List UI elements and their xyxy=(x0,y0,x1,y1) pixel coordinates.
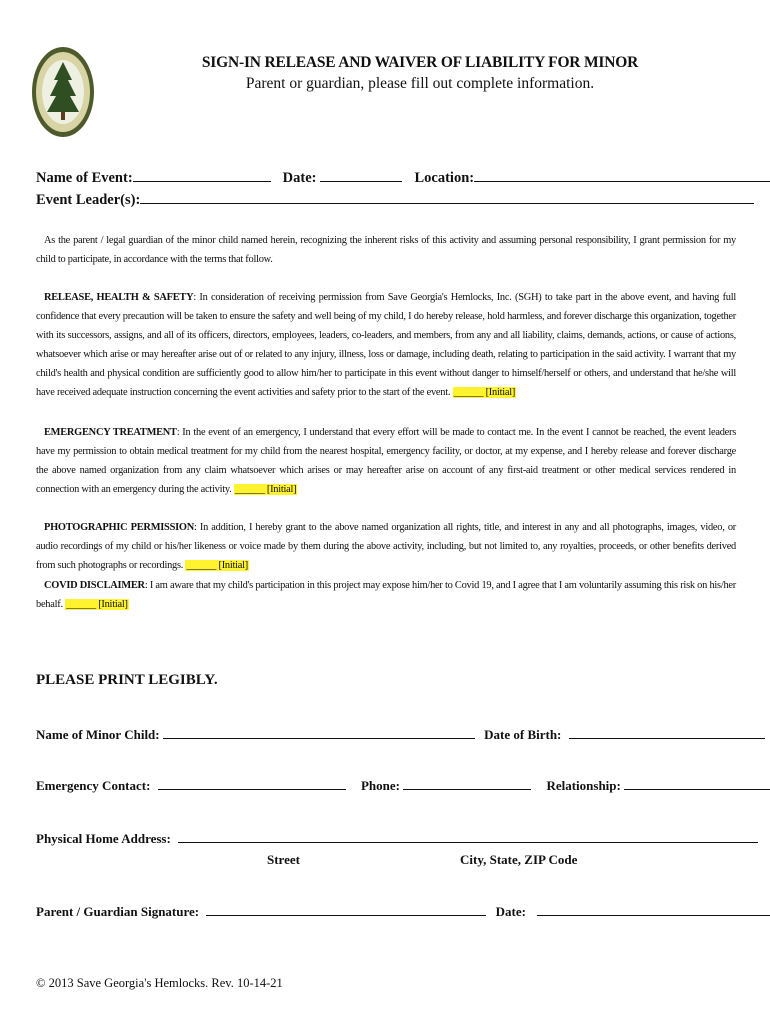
event-leaders-row xyxy=(36,189,754,209)
event-leaders-field[interactable] xyxy=(140,189,754,204)
location-field[interactable] xyxy=(474,167,770,182)
dob-field[interactable] xyxy=(569,726,765,739)
address-row xyxy=(36,830,758,847)
emergency-paragraph xyxy=(36,423,736,499)
emergency-text: : In the event of an emergency, I understand that every effort will be made to contact me. In the event I cannot be reached, the event leaders have my permission to obtain medical treatment for my child from the nearest hospital, emergency facility, or doctor, at my expense, and I hereby release and forever discharge the above named organization from any claim whatsoever which arises or may hereafter arise on account of any first-aid treatment or other medical services rendered in connection with an emergency during the activity. xyxy=(36,427,737,495)
save-georgias-hemlocks-seal-icon xyxy=(30,44,96,140)
emergency-initial-field[interactable]: ______ [Initial] xyxy=(234,484,297,495)
photo-text: : In addition, I hereby grant to the above named organization all rights, title, and interest in any and all photographs, images, video, or audio recordings of my child or his/her likeness or voice made by them during the above activity, including, but not limited to, any royalties, proceeds, or other benefits derived from such photographs or recordings. xyxy=(36,522,736,571)
location-label: Location: xyxy=(414,170,475,186)
address-field[interactable] xyxy=(178,830,758,843)
form-title: SIGN-IN RELEASE AND WAIVER OF LIABILITY FOR MINOR xyxy=(201,54,639,71)
date-label: Date: xyxy=(282,170,317,186)
covid-paragraph xyxy=(36,576,736,614)
organization-logo xyxy=(30,44,96,140)
emergency-contact-label: Emergency Contact: xyxy=(36,778,151,793)
emergency-heading: EMERGENCY TREATMENT xyxy=(44,427,177,438)
event-info-row xyxy=(36,167,770,187)
photo-paragraph xyxy=(36,518,736,575)
form-subtitle: Parent or guardian, please fill out complete information. xyxy=(245,75,595,92)
print-legibly-heading: PLEASE PRINT LEGIBLY. xyxy=(36,672,218,688)
signature-label: Parent / Guardian Signature: xyxy=(36,904,200,919)
relationship-label: Relationship: xyxy=(546,778,621,793)
signature-field[interactable] xyxy=(206,903,486,916)
signature-row xyxy=(36,903,770,920)
release-paragraph xyxy=(36,288,736,402)
street-sublabel: Street xyxy=(267,852,300,867)
covid-initial-field[interactable]: ______ [Initial] xyxy=(66,599,128,610)
minor-name-field[interactable] xyxy=(163,726,475,739)
signature-date-label: Date: xyxy=(495,904,526,919)
covid-text: : I am aware that my child's participation in this project may expose him/her to Covid 19, and I agree that I am voluntarily assuming this risk on his/her behalf. xyxy=(36,580,736,610)
copyright-footer: © 2013 Save Georgia's Hemlocks. Rev. 10-14-21 xyxy=(36,976,283,990)
emergency-contact-field[interactable] xyxy=(158,777,346,790)
relationship-field[interactable] xyxy=(624,777,770,790)
form-header xyxy=(100,54,740,93)
city-state-zip-sublabel: City, State, ZIP Code xyxy=(460,852,578,867)
photo-heading: PHOTOGRAPHIC PERMISSION xyxy=(44,522,194,533)
release-initial-field[interactable]: ______ [Initial] xyxy=(453,387,516,398)
phone-field[interactable] xyxy=(403,777,531,790)
minor-name-label: Name of Minor Child: xyxy=(36,727,160,742)
name-of-event-label: Name of Event: xyxy=(36,170,133,186)
release-heading: RELEASE, HEALTH & SAFETY xyxy=(44,292,194,303)
intro-paragraph xyxy=(36,231,736,269)
name-of-event-field[interactable] xyxy=(133,167,271,182)
dob-label: Date of Birth: xyxy=(484,727,562,742)
date-field[interactable] xyxy=(320,167,402,182)
emergency-contact-row xyxy=(36,777,770,794)
covid-heading: COVID DISCLAIMER xyxy=(44,580,145,591)
signature-date-field[interactable] xyxy=(537,903,770,916)
release-text: : In consideration of receiving permission from Save Georgia's Hemlocks, Inc. (SGH) to take part in the above event, and having full confidence that every precaution will be taken to ensure the safety and well being of my child, I do hereby release, hold harmless, and forever discharge this organization, together with its successors, assigns, and all of its officers, directors, employees, leaders, co-leaders, and members, from any and all liability, claims, demands, actions, or cause of actions, whatsoever which arise or may hereafter arise out of or related to any injury, illness, loss or damage, including death, relating to participation in the said activity. I warrant that my child's health and physical condition are sufficiently good to allow him/her to participate in this event without danger to himself/herself or others, and understand that he/she will have received adequate instruction concerning the event activities and safety prior to the start of the event. xyxy=(36,292,736,398)
minor-name-row xyxy=(36,726,765,743)
event-leaders-label: Event Leader(s): xyxy=(36,192,141,208)
address-label: Physical Home Address: xyxy=(36,831,171,846)
phone-label: Phone: xyxy=(360,778,400,793)
photo-initial-field[interactable]: ______ [Initial] xyxy=(186,560,248,571)
intro-text: As the parent / legal guardian of the minor child named herein, recognizing the inherent risks of this activity and assuming personal responsibility, I grant permission for my child to participate, in accordance with the terms that follow. xyxy=(36,235,736,265)
